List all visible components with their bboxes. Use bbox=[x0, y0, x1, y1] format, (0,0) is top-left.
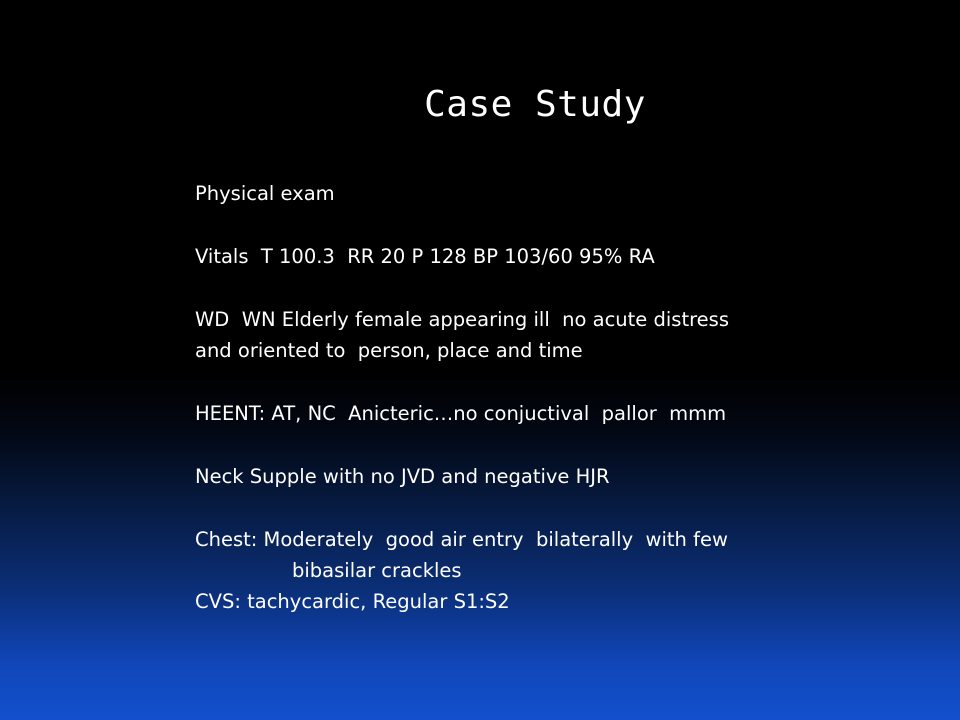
spacer bbox=[195, 209, 915, 241]
cvs-line: CVS: tachycardic, Regular S1:S2 bbox=[195, 590, 510, 613]
physical-exam-heading: Physical exam bbox=[195, 182, 335, 205]
general-appearance-line-2: and oriented to person, place and time bbox=[195, 339, 583, 362]
slide-title: Case Study bbox=[424, 84, 646, 125]
heent-line: HEENT: AT, NC Anicteric…no conjuctival pallor mmm bbox=[195, 402, 727, 425]
chest-line-2: bibasilar crackles bbox=[292, 559, 462, 582]
chest-line-1: Chest: Moderately good air entry bilaterally with few bbox=[195, 528, 728, 551]
spacer bbox=[195, 492, 915, 524]
neck-line: Neck Supple with no JVD and negative HJR bbox=[195, 465, 610, 488]
spacer bbox=[195, 272, 915, 304]
spacer bbox=[195, 366, 915, 398]
general-appearance-line-1: WD WN Elderly female appearing ill no acute distress bbox=[195, 308, 730, 331]
spacer bbox=[195, 429, 915, 461]
slide-body bbox=[195, 178, 915, 617]
vitals-line: Vitals T 100.3 RR 20 P 128 BP 103/60 95% RA bbox=[195, 245, 655, 268]
